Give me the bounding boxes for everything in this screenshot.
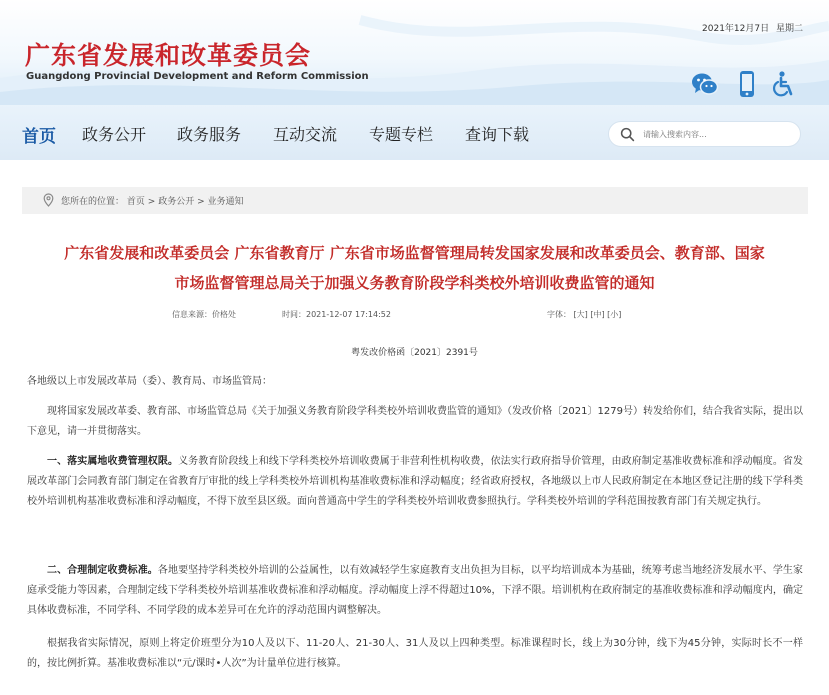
source-label: 信息来源： <box>172 310 212 319</box>
breadcrumb-home[interactable]: 首页 <box>126 197 145 207</box>
section-1-heading: 一、落实属地收费管理权限。 <box>47 456 179 467</box>
breadcrumb-business-notice[interactable]: 业务通知 <box>207 197 244 207</box>
nav-special-topics[interactable]: 专题专栏 <box>369 125 434 144</box>
font-size-label: 字体： <box>547 310 571 319</box>
search-icon[interactable] <box>620 127 635 142</box>
breadcrumb-government-affairs[interactable]: 政务公开 <box>158 197 195 207</box>
font-size-large-button[interactable]: [大] <box>573 310 588 319</box>
search-input[interactable] <box>643 126 793 143</box>
date-text: 2021年12月7日 <box>702 24 770 34</box>
section-2-body: 各地要坚持学科类校外培训的公益属性，以有效减轻学生家庭教育支出负担为目标，以平均培训成本为基础，统筹考虑当地经济发展水平、学生家庭承受能力等因素，合理制定线下学科类校外培训基准收费标准和浮动幅度。浮动幅度上浮不得超过10%，下浮不限。培训机构在政府制定的基准收费标准和浮动幅度内，确定具体收费标准，不同学科、不同学段的成本差异可在允许的浮动范围内调整解决。 <box>27 565 804 616</box>
breadcrumb-prefix: 您所在的位置： <box>61 197 125 207</box>
nav-government-services[interactable]: 政务服务 <box>177 125 242 144</box>
breadcrumb-separator: > <box>147 197 159 207</box>
location-pin-icon <box>43 193 54 207</box>
class-type-paragraph: 根据我省实际情况，原则上将定价班型分为10人及以下、11-20人、21-30人、31人及以上四种类型。标准课程时长，线上为30分钟，线下为45分钟，实际时长不一样的，按比例折算。基准收费标准以“元/课时•人次”为计量单位进行核算。 <box>27 638 803 669</box>
section-2-heading: 二、合理制定收费标准。 <box>47 565 158 576</box>
search-box[interactable] <box>608 121 801 147</box>
article-time <box>282 309 391 320</box>
nav-home[interactable]: 首页 <box>22 127 56 147</box>
site-logo-subtitle: Guangdong Provincial Development and Reform Commission <box>26 71 369 82</box>
intro-paragraph: 现将国家发展改革委、教育部、市场监管总局《关于加强义务教育阶段学科类校外培训收费监管的通知》（发改价格〔2021〕1279号）转发给你们，结合我省实际，提出以下意见，请一并贯彻落实。 <box>27 406 803 437</box>
section-1-paragraph <box>27 452 803 512</box>
font-size-controls <box>547 309 621 320</box>
time-value: 2021-12-07 17:14:52 <box>306 310 391 319</box>
source-value: 价格处 <box>212 310 236 319</box>
article-title-line-2: 市场监督管理总局关于加强义务教育阶段学科类校外培训收费监管的通知 <box>174 274 655 292</box>
accessibility-icon[interactable] <box>770 70 798 98</box>
font-size-small-button[interactable]: [小] <box>607 310 622 319</box>
mobile-icon[interactable] <box>733 70 761 98</box>
nav-interaction[interactable]: 互动交流 <box>273 125 338 144</box>
site-logo-title[interactable]: 广东省发展和改革委员会 <box>25 41 312 70</box>
time-label: 时间： <box>282 310 306 319</box>
font-size-medium-button[interactable]: [中] <box>590 310 605 319</box>
weekday-text: 星期二 <box>775 24 803 34</box>
article-title <box>30 238 799 298</box>
nav-government-affairs[interactable]: 政务公开 <box>82 125 147 144</box>
section-1-body: 义务教育阶段线上和线下学科类校外培训收费属于非营利性机构收费，依法实行政府指导价管理，由政府制定基准收费标准和浮动幅度。省发展改革部门会同教育部门制定在省教育厅审批的线上学科类校外培训机构基准收费标准和浮动幅度；经省政府授权，各地级以上市人民政府制定在本地区登记注册的线下学科类校外培训机构基准收费标准和浮动幅度，不得下放至县区级。面向普通高中学生的学科类校外培训收费参照执行。学科类校外培训的学科范围按教育部门有关规定执行。 <box>27 456 804 507</box>
nav-downloads[interactable]: 查询下载 <box>465 125 530 144</box>
document-number: 粤发改价格函〔2021〕2391号 <box>351 348 478 358</box>
current-date <box>702 21 803 34</box>
section-2-paragraph <box>27 561 803 621</box>
article-source <box>172 309 236 320</box>
addressee-paragraph: 各地级以上市发展改革局（委）、教育局、市场监管局： <box>27 376 272 387</box>
site-header <box>0 0 829 105</box>
wechat-icon[interactable] <box>691 70 719 98</box>
breadcrumb-separator: > <box>197 197 208 207</box>
article-title-line-1: 广东省发展和改革委员会 广东省教育厅 广东省市场监督管理局转发国家发展和改革委员会、教育部、国家 <box>64 244 765 262</box>
breadcrumb <box>22 187 808 214</box>
